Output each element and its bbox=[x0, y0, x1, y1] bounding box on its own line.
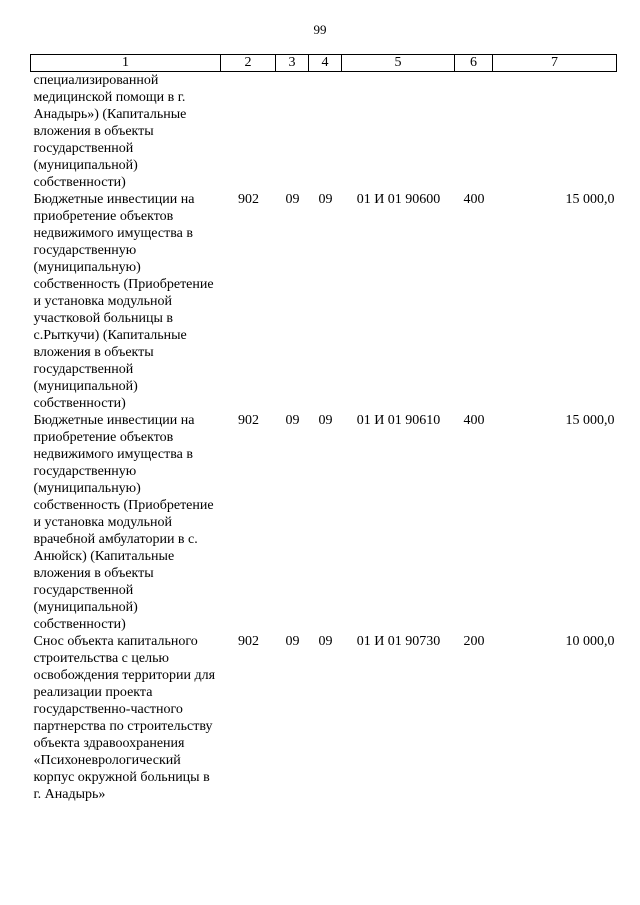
column-header-4: 4 bbox=[309, 55, 342, 72]
row-section: 09 bbox=[285, 634, 300, 649]
table-row bbox=[31, 412, 617, 633]
row-amount bbox=[493, 72, 617, 192]
row-expense-type bbox=[455, 72, 493, 192]
row-expense-type: 400 bbox=[463, 413, 485, 428]
column-header-5: 5 bbox=[342, 55, 455, 72]
row-target-article: 01 И 01 90600 bbox=[356, 192, 441, 207]
column-header-2: 2 bbox=[221, 55, 276, 72]
row-admin-code bbox=[221, 72, 276, 192]
row-subsection: 09 bbox=[318, 192, 333, 207]
table-header-row bbox=[31, 55, 617, 72]
row-description: Бюджетные инвестиции на приобретение объектов недвижимого имущества в государственную (муниципальную) собственность (Приобретение и установка модульной участковой больницы в с.Рыткучи) (Капитальные вложения в объекты государственной (муниципальной) собственности) bbox=[33, 192, 214, 411]
column-header-6: 6 bbox=[455, 55, 493, 72]
table-row bbox=[31, 72, 617, 192]
row-amount: 10 000,0 bbox=[565, 634, 615, 649]
row-target-article: 01 И 01 90610 bbox=[356, 413, 441, 428]
table-row bbox=[31, 633, 617, 803]
row-subsection: 09 bbox=[318, 413, 333, 428]
row-admin-code: 902 bbox=[238, 192, 259, 207]
row-section: 09 bbox=[285, 192, 300, 207]
table-row bbox=[31, 191, 617, 412]
row-target-article: 01 И 01 90730 bbox=[356, 634, 441, 649]
row-section: 09 bbox=[285, 413, 300, 428]
row-amount: 15 000,0 bbox=[565, 192, 615, 207]
row-subsection: 09 bbox=[318, 634, 333, 649]
budget-table bbox=[30, 54, 617, 803]
row-subsection bbox=[309, 72, 342, 192]
column-header-7: 7 bbox=[493, 55, 617, 72]
row-admin-code: 902 bbox=[238, 413, 259, 428]
row-description: Бюджетные инвестиции на приобретение объектов недвижимого имущества в государственную (муниципальную) собственность (Приобретение и установка модульной врачебной амбулатории в с. Анюйск) (Капитальные вложения в объекты государственной (муниципальной) собственности) bbox=[33, 413, 214, 632]
row-description: специализированной медицинской помощи в г. Анадырь») (Капитальные вложения в объекты государственной (муниципальной) собственности) bbox=[33, 73, 187, 190]
column-header-3: 3 bbox=[276, 55, 309, 72]
row-expense-type: 400 bbox=[463, 192, 485, 207]
row-target-article bbox=[342, 72, 455, 192]
row-admin-code: 902 bbox=[238, 634, 259, 649]
column-header-1: 1 bbox=[31, 55, 221, 72]
row-expense-type: 200 bbox=[463, 634, 485, 649]
page-number: 99 bbox=[313, 22, 327, 37]
row-section bbox=[276, 72, 309, 192]
row-description: Снос объекта капитального строительства с целью освобождения территории для реализации проекта государственно-частного партнерства по строительству объекта здравоохранения «Психоневрологический корпус окружной больницы в г. Анадырь» bbox=[33, 634, 216, 802]
row-amount: 15 000,0 bbox=[565, 413, 615, 428]
